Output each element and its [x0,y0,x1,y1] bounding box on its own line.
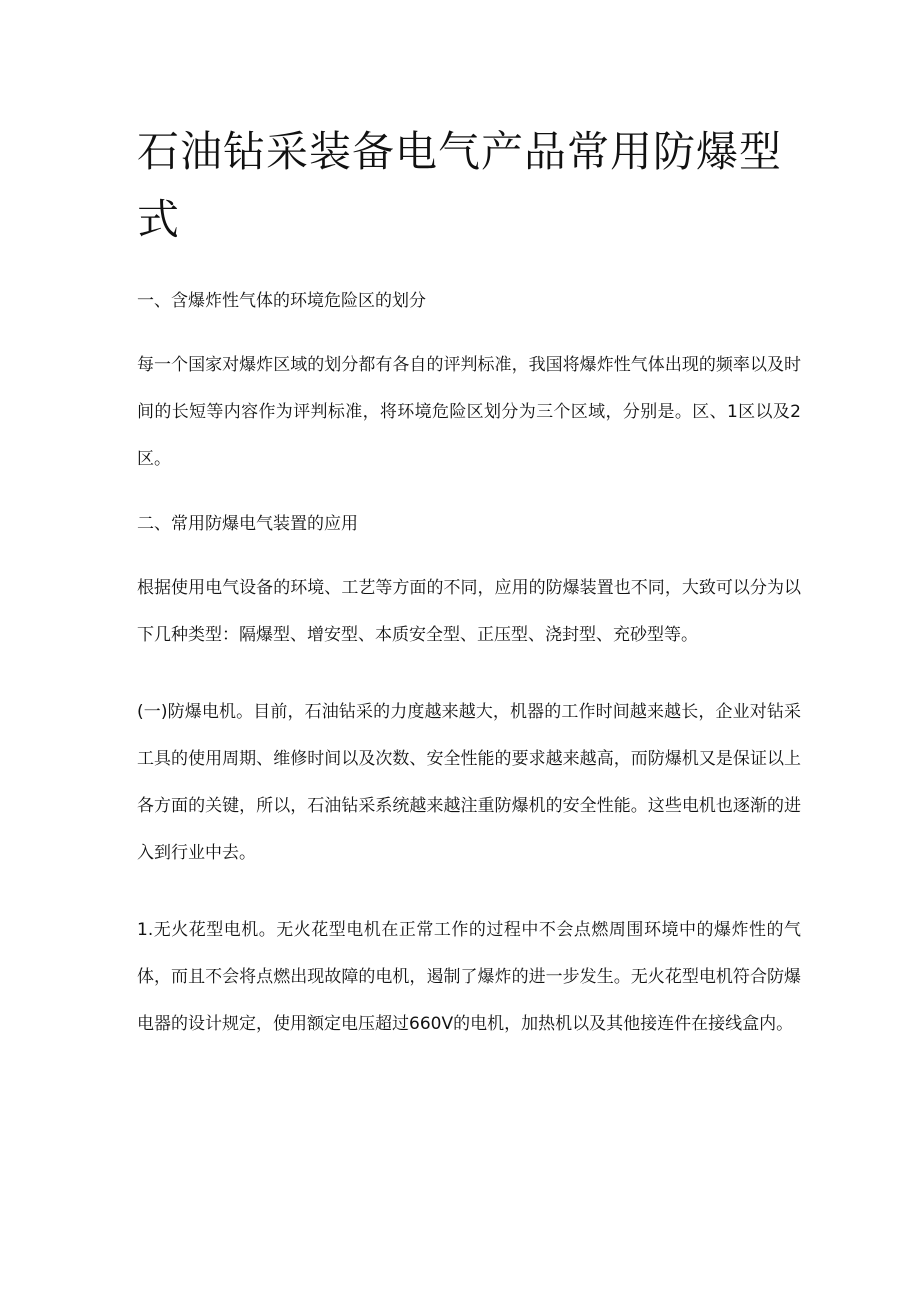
paragraph-device-types: 根据使用电气设备的环境、工艺等方面的不同，应用的防爆装置也不同，大致可以分为以下几种类型：隔爆型、增安型、本质安全型、正压型、浇封型、充砂型等。 [137,578,801,645]
paragraph-explosion-proof-motors: (一)防爆电机。目前，石油钻采的力度越来越大，机器的工作时间越来越长，企业对钻采工具的使用周期、维修时间以及次数、安全性能的要求越来越高，而防爆机又是保证以上各方面的关键，所以，石油钻采系统越来越注重防爆机的安全性能。这些电机也逐渐的进入到行业中去。 [137,702,801,863]
section-heading-hazard-zones: 一、含爆炸性气体的环境危险区的划分 [137,291,426,311]
section-heading-explosion-proof-devices: 二、常用防爆电气装置的应用 [137,514,358,534]
document-body [137,118,801,1048]
document-title: 石油钻采装备电气产品常用防爆型式 [137,127,783,244]
paragraph-non-sparking-motors: 1.无火花型电机。无火花型电机在正常工作的过程中不会点燃周围环境中的爆炸性的气体，而且不会将点燃出现故障的电机，遏制了爆炸的进一步发生。无火花型电机符合防爆电器的设计规定，使用额定电压超过660V的电机，加热机以及其他接连件在接线盒内。 [137,920,801,1034]
paragraph-zone-classification: 每一个国家对爆炸区域的划分都有各自的评判标准，我国将爆炸性气体出现的频率以及时间的长短等内容作为评判标准，将环境危险区划分为三个区域，分别是。区、1区以及2区。 [137,355,801,469]
